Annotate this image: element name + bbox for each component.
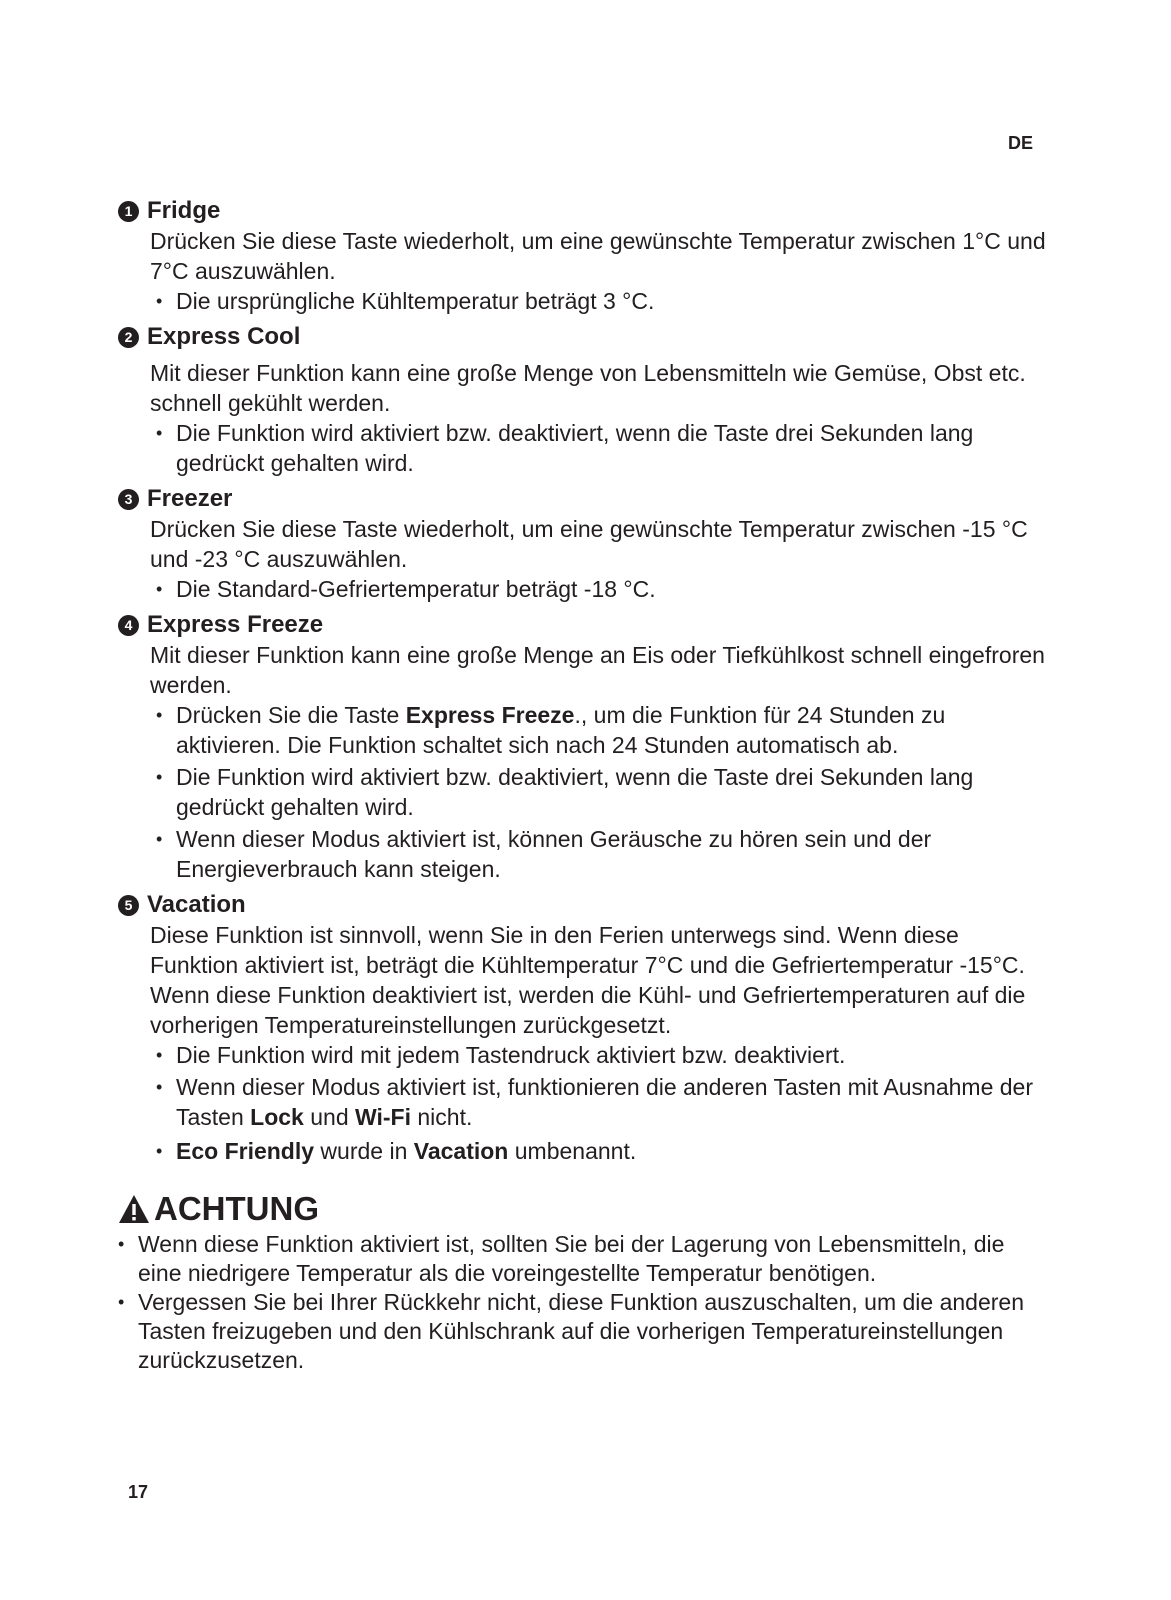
bullet-item: • Die Funktion wird mit jedem Tastendruck aktiviert bzw. deaktiviert. <box>156 1040 1048 1070</box>
number-badge-1: 1 <box>118 201 139 222</box>
text-run: ., um die Funktion für 24 Stunden zu aktivieren. Die Funktion schaltet sich nach 24 Stunden automatisch ab. <box>176 702 946 758</box>
text-run: Wenn dieser Modus aktiviert ist, funktionieren die anderen Tasten mit Ausnahme der Tasten <box>176 1074 1034 1130</box>
section-text: Diese Funktion ist sinnvoll, wenn Sie in den Ferien unterwegs sind. Wenn diese Funktion aktiviert ist, beträgt die Kühltemperatur 7°C und die Gefriertemperatur -15°C. Wenn diese Funktion deaktiviert ist, werden die Kühl- und Gefriertemperaturen auf die vorherigen Temperatureinstellungen zurückgesetzt. <box>150 922 1026 1038</box>
section-title: Express Freeze <box>147 611 324 638</box>
text-run: Drücken Sie die Taste <box>176 702 406 728</box>
bullet-item <box>156 700 1048 760</box>
bullet-item <box>156 1136 1048 1166</box>
bullet-item <box>156 1072 1048 1132</box>
section-heading <box>118 610 1048 640</box>
warning-block <box>118 1190 1048 1375</box>
text-run: wurde in <box>314 1138 414 1164</box>
section-text: Drücken Sie diese Taste wiederholt, um eine gewünschte Temperatur zwischen -15 °C und -23 °C auszuwählen. <box>150 516 1028 572</box>
section-express-freeze <box>118 610 1048 884</box>
section-title: Express Cool <box>147 323 301 350</box>
text-run: und <box>303 1104 355 1130</box>
bullet-list <box>118 700 1048 884</box>
bullet-item: • Die Standard-Gefriertemperatur beträgt -18 °C. <box>156 574 1048 604</box>
language-code: DE <box>1008 133 1034 153</box>
bullet-list <box>118 1040 1048 1166</box>
section-title: Vacation <box>147 891 246 918</box>
bullet-list <box>118 286 1048 316</box>
bullet-list <box>118 418 1048 478</box>
bullet-item: • Wenn dieser Modus aktiviert ist, können Geräusche zu hören sein und der Energieverbrauch kann steigen. <box>156 824 1048 884</box>
number-badge-2: 2 <box>118 327 139 348</box>
number-badge-3: 3 <box>118 489 139 510</box>
warning-title: ACHTUNG <box>154 1190 319 1227</box>
warning-list <box>118 1230 1048 1375</box>
section-heading <box>118 322 1048 352</box>
bold-term: Eco Friendly <box>176 1138 315 1164</box>
section-text: Mit dieser Funktion kann eine große Menge an Eis oder Tiefkühlkost schnell eingefroren werden. <box>150 642 1045 698</box>
bullet-list <box>118 574 1048 604</box>
number-badge-4: 4 <box>118 615 139 636</box>
section-text: Mit dieser Funktion kann eine große Menge von Lebensmitteln wie Gemüse, Obst etc. schnell gekühlt werden. <box>150 360 1026 416</box>
warning-item: • Vergessen Sie bei Ihrer Rückkehr nicht, diese Funktion auszuschalten, um die anderen Tasten freizugeben und den Kühlschrank auf die vorherigen Temperatureinstellungen zurückzusetzen. <box>118 1288 1048 1375</box>
section-heading <box>118 484 1048 514</box>
warning-heading <box>118 1190 1048 1228</box>
section-express-cool <box>118 322 1048 478</box>
text-run: nicht. <box>411 1104 473 1130</box>
bullet-item: • Die ursprüngliche Kühltemperatur beträgt 3 °C. <box>156 286 1048 316</box>
page-number: 17 <box>128 1482 149 1502</box>
warning-item: • Wenn diese Funktion aktiviert ist, sollten Sie bei der Lagerung von Lebensmitteln, die eine niedrigere Temperatur als die voreingestellte Temperatur benötigen. <box>118 1230 1048 1288</box>
section-heading <box>118 196 1048 226</box>
warning-triangle-icon <box>118 1194 150 1224</box>
bold-term: Lock <box>250 1104 304 1130</box>
section-text: Drücken Sie diese Taste wiederholt, um eine gewünschte Temperatur zwischen 1°C und 7°C auszuwählen. <box>150 228 1046 284</box>
section-freezer <box>118 484 1048 604</box>
bold-term: Wi-Fi <box>355 1104 411 1130</box>
section-heading <box>118 890 1048 920</box>
bullet-item: • Die Funktion wird aktiviert bzw. deaktiviert, wenn die Taste drei Sekunden lang gedrückt gehalten wird. <box>156 762 1048 822</box>
bold-term: Express Freeze <box>405 702 575 728</box>
section-title: Freezer <box>147 485 233 512</box>
section-fridge <box>118 196 1048 316</box>
bold-term: Vacation <box>413 1138 509 1164</box>
section-vacation <box>118 890 1048 1166</box>
number-badge-5: 5 <box>118 895 139 916</box>
document-content <box>118 196 1048 1375</box>
section-title: Fridge <box>147 197 221 224</box>
bullet-item: • Die Funktion wird aktiviert bzw. deaktiviert, wenn die Taste drei Sekunden lang gedrückt gehalten wird. <box>156 418 1048 478</box>
text-run: umbenannt. <box>508 1138 637 1164</box>
